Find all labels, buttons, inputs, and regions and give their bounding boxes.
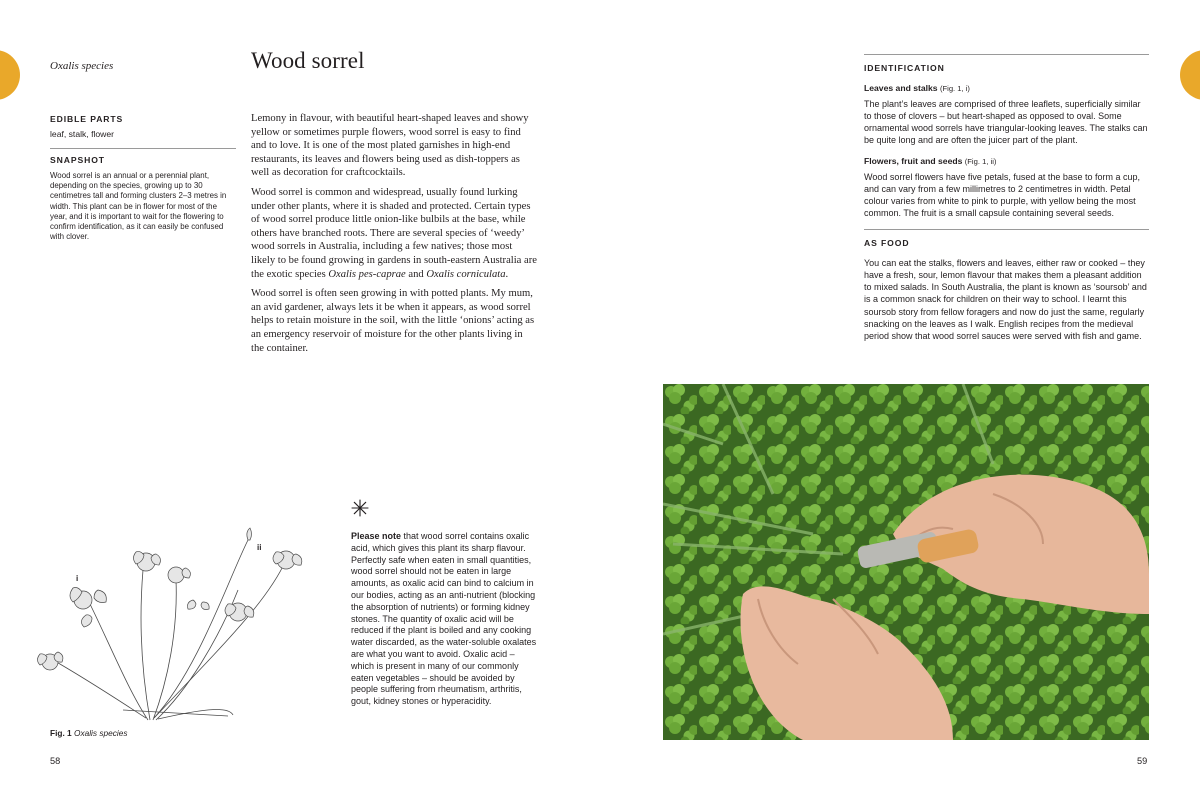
species-name-corniculata: Oxalis corniculata bbox=[426, 268, 506, 280]
flowers-subheading bbox=[864, 155, 1149, 168]
as-food-divider bbox=[864, 229, 1149, 230]
edible-parts-heading: EDIBLE PARTS bbox=[50, 114, 124, 124]
figure-caption-species: Oxalis species bbox=[73, 728, 128, 738]
snapshot-text: Wood sorrel is an annual or a perennial plant, depending on the species, growing up to 30 centimetres tall and forming clusters 2–3 metres in width. This plant can be in flower for most of the year, and it is important to wait for the flowering to confirm identification, as it can easily be confused with clover. bbox=[50, 171, 227, 242]
snapshot-divider bbox=[50, 148, 236, 149]
oxalis-illustration bbox=[28, 520, 313, 732]
snapshot-section bbox=[50, 148, 236, 242]
identification-divider bbox=[864, 54, 1149, 55]
please-note-text: that wood sorrel contains oxalic acid, which gives this plant its sharp flavour. Perfectly safe when eaten in small quantities, wood sorrel should not be eaten in large amounts, as oxalic acid can bind to calcium in our bodies, acting as an anti-nutrient (blocking the absorption of nutrients) or forming kidney stones. The quantity of oxalic acid will be reduced if the plant is boiled and any cooking water discarded, as the water-soluble oxalates are what you want to avoid. Oxalic acid – which is present in many of our commonly eaten vegetables – should be avoided by people suffering from rheumatism, arthritis, gout, kidney stones or hyperacidity. bbox=[351, 531, 537, 707]
illustration-label-i: i bbox=[76, 574, 79, 583]
as-food-text: You can eat the stalks, flowers and leaves, either raw or cooked – they have a fresh, sour, lemon flavour that makes them a pleasant addition to mixed salads. In South Australia, the plant is known as ‘soursob’ and is a common snack for children on their way to school. I learnt this soursob story from fellow foragers and now do just the same, regularly snacking on the leaves as I walk. English recipes from the medieval period show that wood sorrel sauces were served with fish and game. bbox=[864, 258, 1147, 341]
snapshot-heading: SNAPSHOT bbox=[50, 155, 105, 165]
figure-caption bbox=[50, 728, 127, 738]
leaves-text: The plant’s leaves are comprised of three leaflets, superficially similar to those of clovers – but heart-shaped as opposed to oval. Some ornamental wood sorrels have triangular-looking leaves. The stalks can be quite long and are often the juicer part of the plant. bbox=[864, 99, 1148, 146]
page-number-right: 59 bbox=[1137, 756, 1148, 766]
illustration-label-ii: ii bbox=[257, 543, 262, 552]
figure-caption-number: Fig. 1 bbox=[50, 728, 72, 738]
leaves-subheading bbox=[864, 82, 1149, 95]
flowers-title: Flowers, fruit and seeds bbox=[864, 155, 963, 166]
please-note-lead: Please note bbox=[351, 531, 402, 541]
flowers-fig-ref: (Fig. 1, ii) bbox=[964, 156, 997, 166]
identification-section bbox=[864, 54, 1149, 342]
body-paragraph-2-end: . bbox=[505, 268, 509, 280]
body-paragraph-2-and: and bbox=[408, 268, 424, 280]
species-label: Oxalis species bbox=[50, 60, 114, 72]
leaves-title: Leaves and stalks bbox=[864, 83, 938, 94]
body-paragraph-3: Wood sorrel is often seen growing in with potted plants. My mum, an avid gardener, always lets it be when it appears, as wood sorrel helps to retain moisture in the soil, with the little ‘onions’ acting as an emergency reservoir of moisture for the other plants living in the container. bbox=[251, 288, 535, 354]
main-body-text bbox=[251, 112, 538, 361]
page-tab-right bbox=[1180, 50, 1200, 100]
identification-heading: IDENTIFICATION bbox=[864, 63, 945, 73]
as-food-heading: AS FOOD bbox=[864, 238, 910, 249]
body-paragraph-1: Lemony in flavour, with beautiful heart-shaped leaves and showy yellow or sometimes purple flowers, wood sorrel is easy to find and to love. It is one of the most plated garnishes in high-end restaurants, its leaves and flowers being used as dish-toppers as well as decoration for craftcocktails. bbox=[251, 113, 529, 179]
leaves-fig-ref: (Fig. 1, i) bbox=[939, 84, 970, 94]
body-paragraph-2-text: Wood sorrel is common and widespread, usually found lurking under other plants, where it is shaded and protected. Certain types of wood sorrel produce little onion-like bulbils at the base, while others have branched roots. There are several species of ‘weedy’ wood sorrels in Australia, including a few natives; those most likely to be found growing in gardens in south-eastern Australia are the exotic species bbox=[251, 186, 537, 280]
please-note-box bbox=[351, 531, 537, 708]
hands-picking-sorrel-photo bbox=[663, 384, 1149, 740]
body-paragraph-2 bbox=[251, 186, 538, 281]
species-name-pes-caprae: Oxalis pes-caprae bbox=[328, 268, 406, 280]
asterisk-star-icon bbox=[351, 499, 369, 517]
page-number-left: 58 bbox=[50, 756, 61, 766]
flowers-text: Wood sorrel flowers have five petals, fused at the base to form a cup, and can vary from a few millimetres to 2 centimetres in width. Petal colour varies from white to pink to purple, with yellow being the most common. The fruit is a small capsule containing several seeds. bbox=[864, 171, 1140, 218]
page-title: Wood sorrel bbox=[251, 48, 365, 73]
page-tab-left bbox=[0, 50, 20, 100]
edible-parts-section bbox=[50, 114, 236, 139]
edible-parts-value: leaf, stalk, flower bbox=[50, 129, 114, 139]
